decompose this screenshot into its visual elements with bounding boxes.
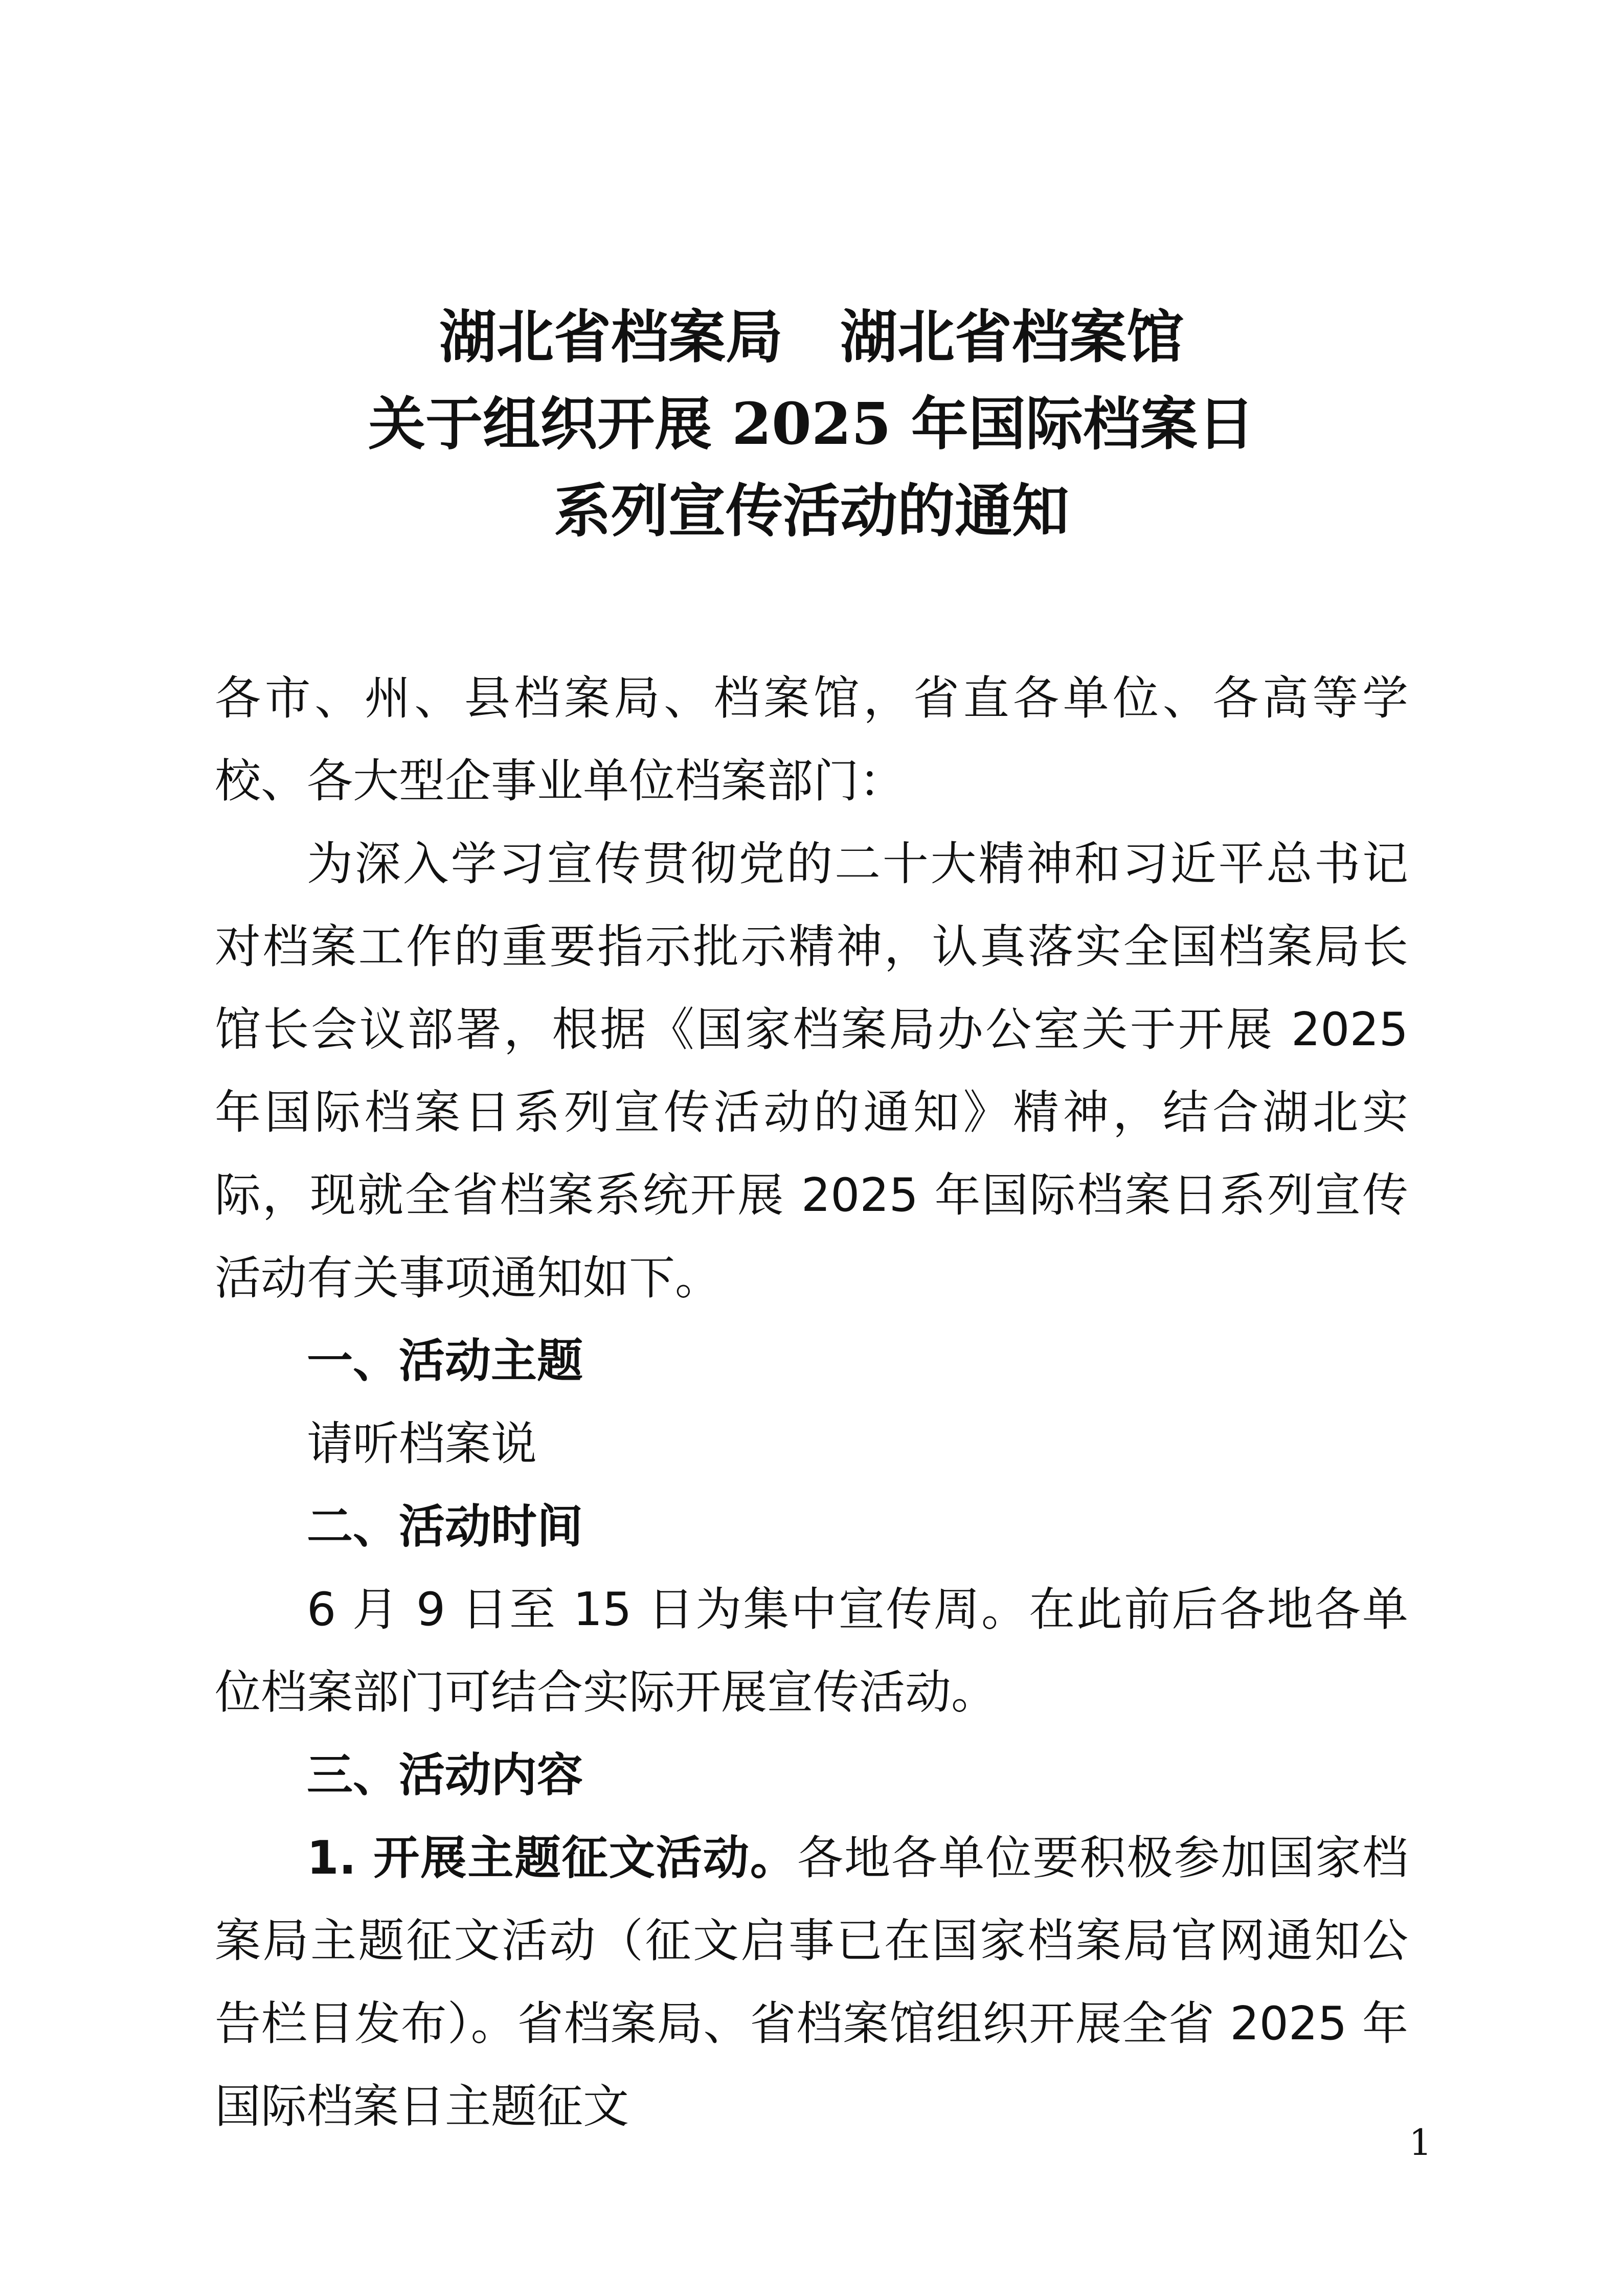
section-heading-content: 三、活动内容 (307, 1748, 583, 1802)
intro-paragraph: 为深入学习宣传贯彻党的二十大精神和习近平总书记对档案工作的重要指示批示精神，认真落实全国档案局长馆长会议部署，根据《国家档案局办公室关于开展 2025 年国际档案日系列宣传活动的通知》精神，结合湖北实际，现就全省档案系统开展 2025 年国际档案日系列宣传活动有关事项通知如下。 (215, 837, 1408, 1305)
title-line-1: 湖北省档案局 湖北省档案馆 (439, 304, 1184, 371)
section-heading-theme: 一、活动主题 (307, 1334, 583, 1388)
section-text-theme: 请听档案说 (307, 1417, 537, 1471)
page-number: 1 (1409, 2122, 1432, 2164)
document-body (215, 657, 1408, 2148)
content-item-1-text: 各地各单位要积极参加国家档案局主题征文活动（征文启事已在国家档案局官网通知公告栏目发布）。省档案局、省档案馆组织开展全省 2025 年国际档案日主题征文 (215, 1831, 1408, 2133)
title-line-2: 关于组织开展 2025 年国际档案日 (368, 391, 1255, 458)
section-text-time: 6 月 9 日至 15 日为集中宣传周。在此前后各地各单位档案部门可结合实际开展宣传活动。 (215, 1583, 1408, 1719)
title-line-3: 系列宣传活动的通知 (554, 478, 1069, 545)
document-title (215, 294, 1408, 555)
addressee: 各市、州、县档案局、档案馆，省直各单位、各高等学校、各大型企事业单位档案部门： (215, 671, 1408, 808)
section-heading-time: 二、活动时间 (307, 1500, 583, 1554)
content-item-1-lead: 1. 开展主题征文活动。 (307, 1831, 797, 1885)
content-item-1 (215, 1817, 1408, 2148)
